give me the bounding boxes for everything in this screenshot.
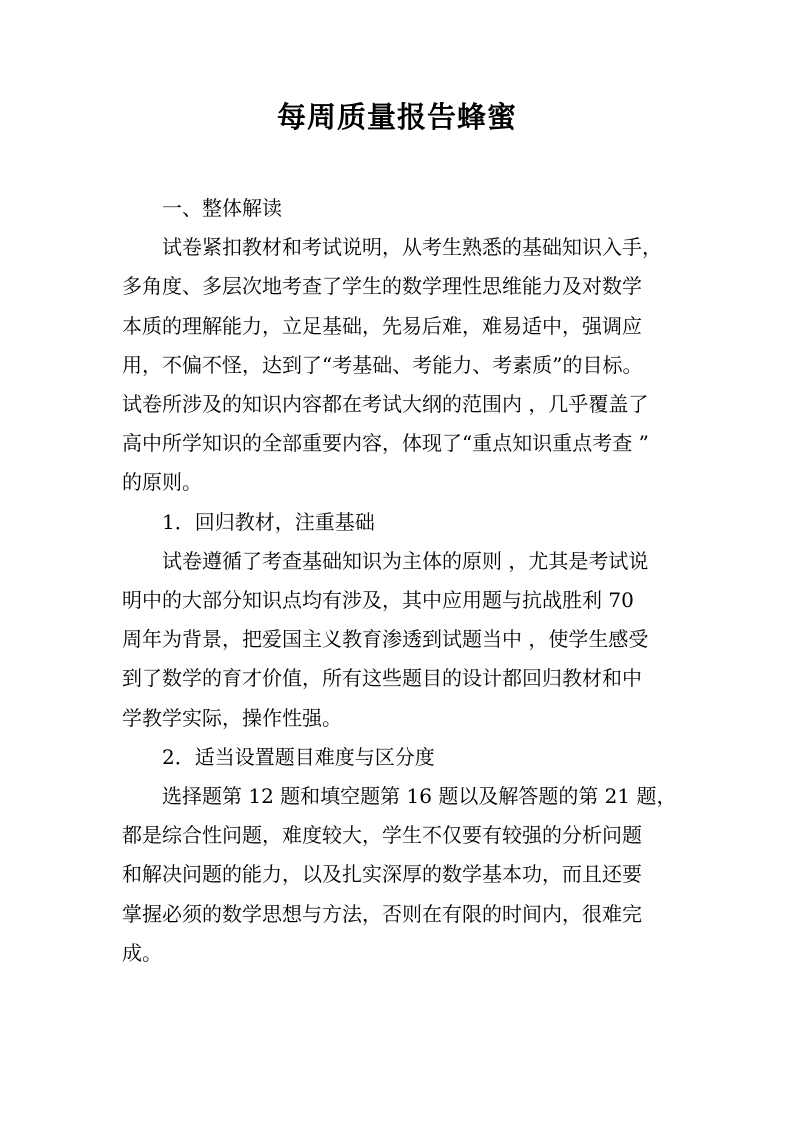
paragraph-line: 和解决问题的能力，以及扎实深厚的数学基本功，而且还要	[122, 862, 642, 887]
paragraph-line: 周年为背景，把爱国主义教育渗透到试题当中 ，使学生感受	[122, 627, 649, 652]
paragraph-line: 本质的理解能力，立足基础，先易后难，难易适中，强调应	[122, 313, 642, 338]
section-heading: 一、整体解读	[162, 196, 282, 220]
paragraph	[122, 777, 677, 973]
paragraph-line: 成。	[122, 940, 162, 965]
paragraph-line: 都是综合性问题，难度较大，学生不仅要有较强的分析问题	[122, 823, 642, 848]
paragraph-line: 学教学实际，操作性强。	[122, 705, 342, 730]
document-title: 每周质量报告蜂蜜	[276, 100, 517, 134]
paragraph-line: 用，不偏不怪，达到了“考基础、考能力、考素质”的目标。	[122, 352, 643, 377]
paragraph-line: 的原则。	[122, 470, 202, 495]
paragraph-line: 明中的大部分知识点均有涉及，其中应用题与抗战胜利 70	[122, 588, 634, 613]
section-heading: 1．回归教材，注重基础	[162, 509, 375, 534]
paragraph-line: 试卷遵循了考查基础知识为主体的原则 ，尤其是考试说	[162, 548, 649, 573]
paragraph-line: 试卷所涉及的知识内容都在考试大纲的范围内 ，几乎覆盖了	[122, 392, 649, 417]
paragraph-line: 选择题第 12 题和填空题第 16 题以及解答题的第 21 题，	[162, 784, 677, 809]
paragraph-line: 到了数学的育才价值，所有这些题目的设计都回归教材和中	[122, 666, 642, 691]
paragraph	[122, 542, 677, 738]
paragraph-line: 高中所学知识的全部重要内容，体现了“重点知识重点考查 ”	[122, 431, 649, 456]
paragraph-line: 多角度、多层次地考查了学生的数学理性思维能力及对数学	[122, 274, 642, 299]
document-body	[122, 189, 677, 973]
paragraph-line: 试卷紧扣教材和考试说明，从考生熟悉的基础知识入手，	[162, 235, 662, 260]
paragraph-line: 掌握必须的数学思想与方法，否则在有限的时间内，很难完	[122, 901, 642, 926]
paragraph	[122, 228, 677, 502]
section-heading: 2．适当设置题目难度与区分度	[162, 744, 435, 769]
